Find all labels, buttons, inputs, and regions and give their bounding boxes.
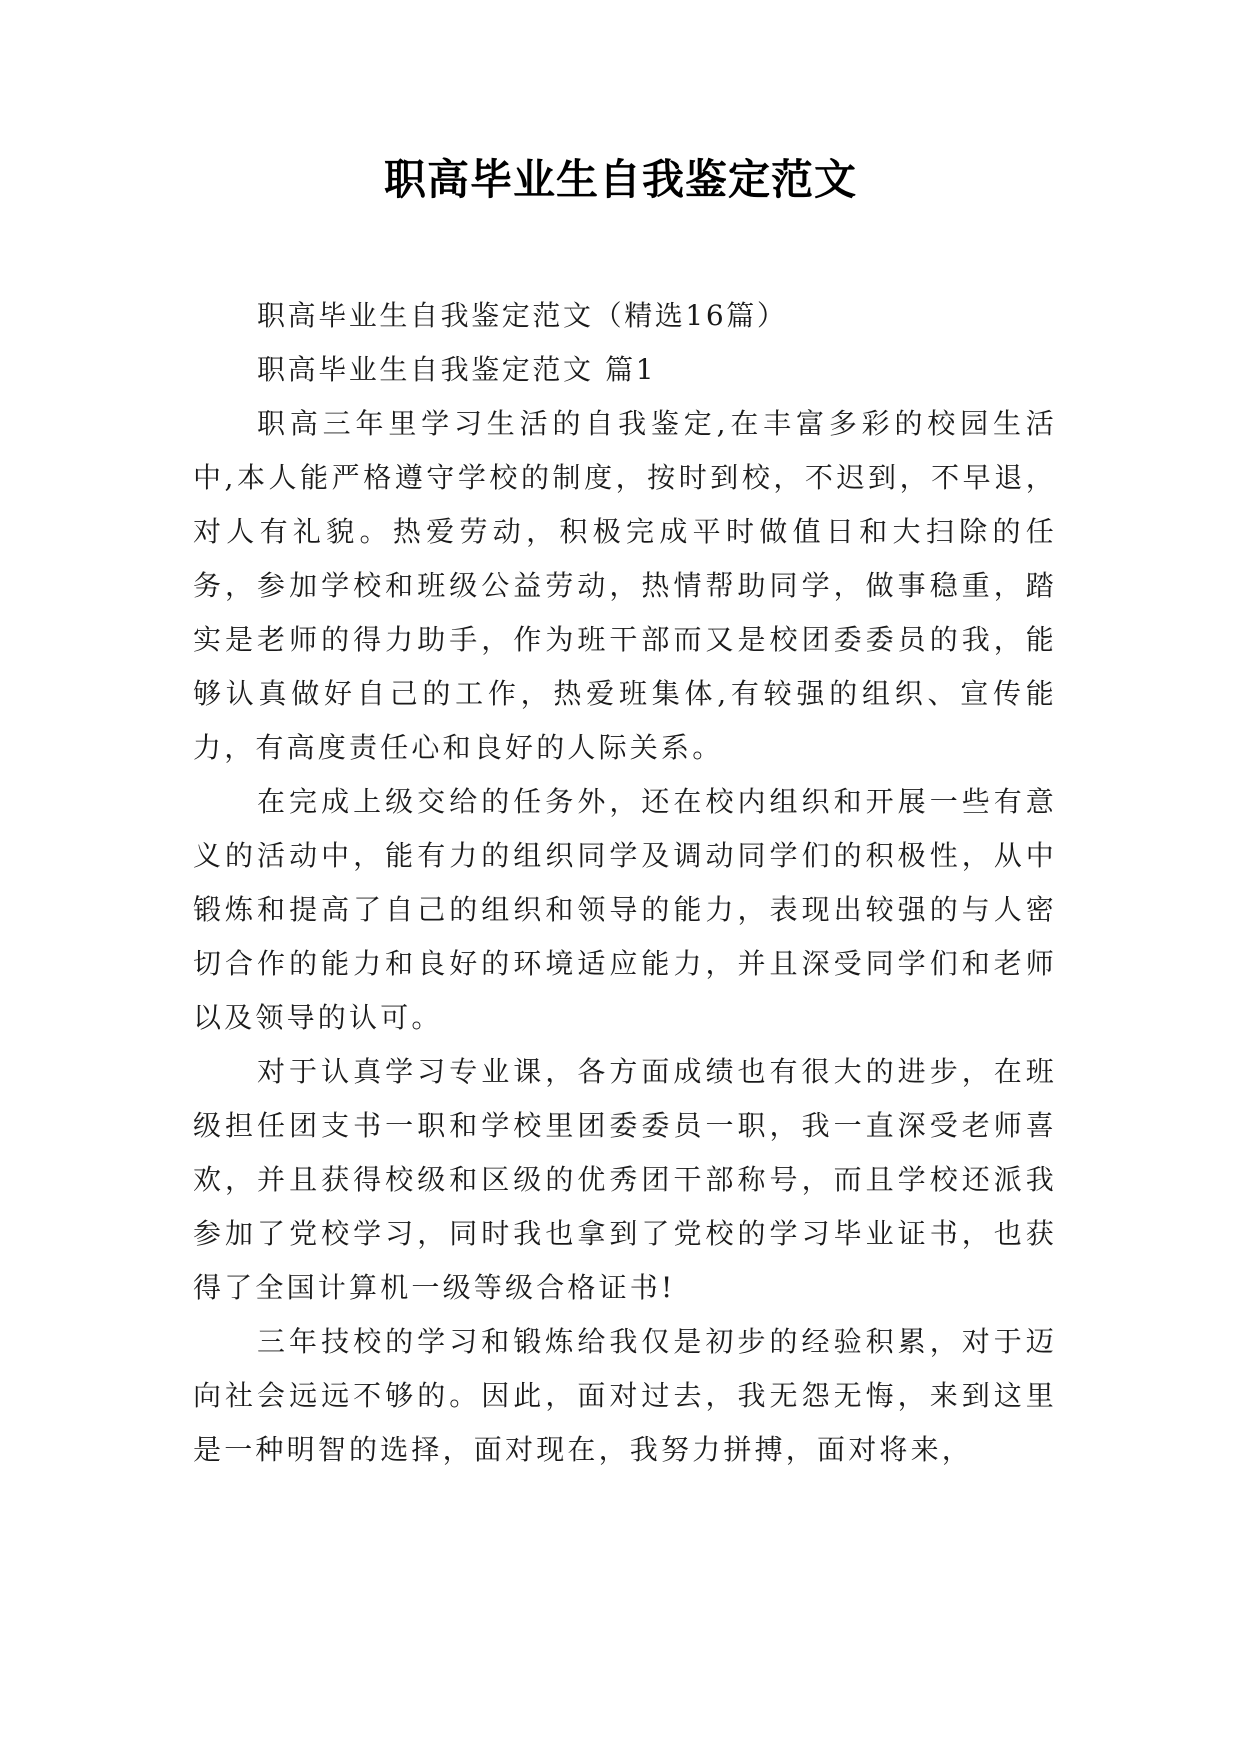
paragraph: 三年技校的学习和锻炼给我仅是初步的经验积累，对于迈向社会远远不够的。因此，面对过去，我无怨无悔，来到这里是一种明智的选择，面对现在，我努力拼搏，面对将来，: [193, 1325, 1057, 1466]
document-title: 职高毕业生自我鉴定范文: [383, 155, 857, 204]
document-subtitle: 职高毕业生自我鉴定范文（精选16篇）: [257, 299, 788, 332]
paragraph: 在完成上级交给的任务外，还在校内组织和开展一些有意义的活动中，能有力的组织同学及调动同学们的积极性，从中锻炼和提高了自己的组织和领导的能力，表现出较强的与人密切合作的能力和良好的环境适应能力，并且深受同学们和老师以及领导的认可。: [193, 785, 1057, 1034]
paragraph: 职高三年里学习生活的自我鉴定,在丰富多彩的校园生活中,本人能严格遵守学校的制度，按时到校，不迟到，不早退，对人有礼貌。热爱劳动，积极完成平时做值日和大扫除的任务，参加学校和班级公益劳动，热情帮助同学，做事稳重，踏实是老师的得力助手，作为班干部而又是校团委委员的我，能够认真做好自己的工作，热爱班集体,有较强的组织、宣传能力，有高度责任心和良好的人际关系。: [193, 407, 1057, 764]
section-heading: 职高毕业生自我鉴定范文 篇1: [257, 353, 657, 386]
paragraph: 对于认真学习专业课，各方面成绩也有很大的进步，在班级担任团支书一职和学校里团委委员一职，我一直深受老师喜欢，并且获得校级和区级的优秀团干部称号，而且学校还派我参加了党校学习，同时我也拿到了党校的学习毕业证书，也获得了全国计算机一级等级合格证书!: [193, 1055, 1057, 1304]
document-body: [193, 289, 1057, 1477]
